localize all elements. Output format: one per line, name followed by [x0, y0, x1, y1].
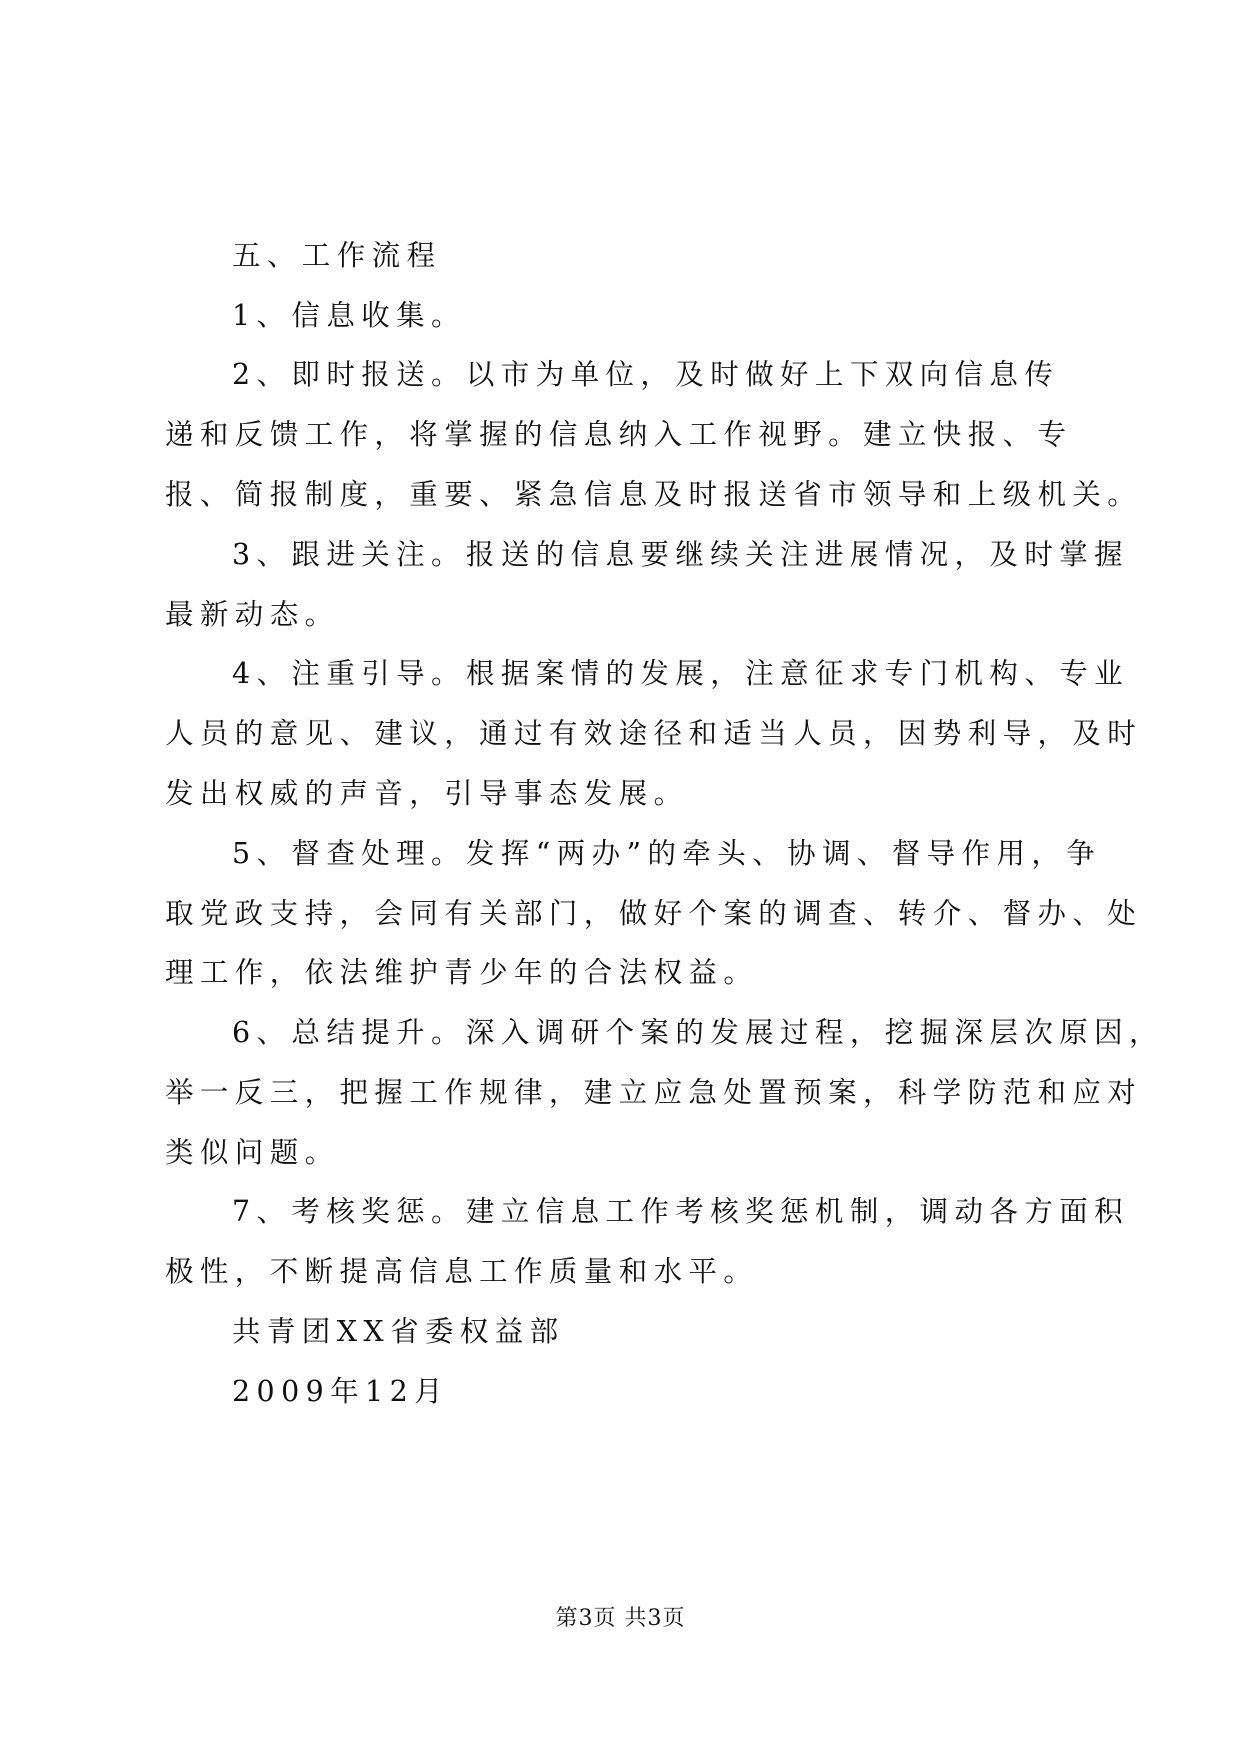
signature-organization: 共青团XX省委权益部	[232, 1315, 565, 1348]
paragraph-line: 发出权威的声音，引导事态发展。	[165, 777, 689, 810]
paragraph-line: 3、跟进关注。报送的信息要继续关注进展情况，及时掌握	[232, 538, 1130, 571]
paragraph-line: 极性，不断提高信息工作质量和水平。	[165, 1255, 759, 1288]
paragraph-line: 7、考核奖惩。建立信息工作考核奖惩机制，调动各方面积	[232, 1195, 1130, 1228]
page-number-footer: 第3页 共3页	[555, 1606, 686, 1631]
paragraph-line: 取党政支持，会同有关部门，做好个案的调查、转介、督办、处	[165, 897, 1143, 930]
signature-date: 2009年12月	[232, 1375, 449, 1408]
paragraph-line: 递和反馈工作，将掌握的信息纳入工作视野。建立快报、专	[165, 418, 1073, 451]
paragraph-line: 报、简报制度，重要、紧急信息及时报送省市领导和上级机关。	[165, 478, 1143, 511]
paragraph-line: 举一反三，把握工作规律，建立应急处置预案，科学防范和应对	[165, 1076, 1143, 1109]
paragraph-line: 4、注重引导。根据案情的发展，注意征求专门机构、专业	[232, 657, 1130, 690]
paragraph-line: 2、即时报送。以市为单位，及时做好上下双向信息传	[232, 358, 1060, 391]
paragraph-line: 理工作，依法维护青少年的合法权益。	[165, 956, 759, 989]
paragraph-line: 5、督查处理。发挥“两办”的牵头、协调、督导作用，争	[232, 837, 1102, 870]
paragraph-line: 类似问题。	[165, 1136, 340, 1169]
paragraph-line: 人员的意见、建议，通过有效途径和适当人员，因势利导，及时	[165, 717, 1143, 750]
paragraph-line: 6、总结提升。深入调研个案的发展过程，挖掘深层次原因，	[232, 1016, 1164, 1049]
paragraph-line: 1、信息收集。	[232, 299, 466, 332]
paragraph-line: 最新动态。	[165, 598, 340, 631]
section-heading: 五、工作流程	[232, 239, 442, 272]
